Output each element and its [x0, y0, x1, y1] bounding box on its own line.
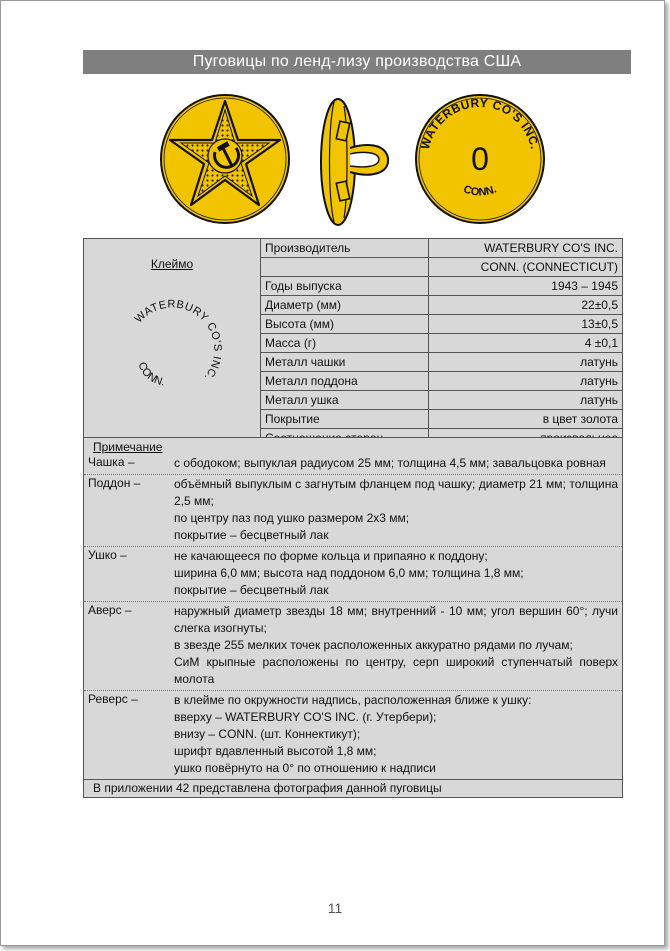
svg-text:CONN. [132, 357, 170, 393]
spec-label: Металл ушка [261, 391, 429, 410]
note-line: ушко повёрнуто на 0° по отношению к надписи [174, 761, 436, 775]
note-label: Реверс – [88, 692, 138, 706]
note-label: Чашка – [88, 455, 135, 469]
notes-section [83, 437, 623, 798]
spec-table [83, 238, 623, 448]
note-line: внизу – CONN. (шт. Коннектикут); [174, 727, 361, 741]
note-line: с ободоком; выпуклая радиусом 25 мм; толщина 4,5 мм; завальцовка ровная [174, 456, 606, 470]
note-line: покрытие – бесцветный лак [174, 583, 329, 597]
note-line: ширина 6,0 мм; высота над поддоном 6,0 мм; толщина 1,8 мм; [174, 566, 524, 580]
notes-title: Примечание [93, 440, 163, 454]
note-row [84, 601, 622, 690]
stamp-drawing [84, 271, 260, 411]
note-row [84, 546, 622, 601]
reverse-center-mark: 0 [471, 141, 489, 177]
note-line: объёмный выпуклым с загнутым фланцем под чашку; диаметр 21 мм; толщина 2,5 мм; [174, 477, 618, 508]
spec-label-empty [261, 258, 429, 277]
spec-value: в цвет золота [429, 410, 623, 429]
note-line: по центру паз под ушко размером 2х3 мм; [174, 511, 410, 525]
spec-label: Металл чашки [261, 353, 429, 372]
note-text [174, 476, 618, 544]
note-line: в клейме по окружности надпись, расположенная ближе к ушку: [174, 693, 532, 707]
note-row [84, 690, 622, 779]
spec-label: Диаметр (мм) [261, 296, 429, 315]
spec-value: 1943 – 1945 [429, 277, 623, 296]
spec-label: Масса (г) [261, 334, 429, 353]
note-line: в звезде 255 мелких точек расположенных аккуратно рядами по лучам; [174, 638, 573, 652]
spec-value: 4 ±0,1 [429, 334, 623, 353]
note-row [84, 474, 622, 546]
spec-value: WATERBURY CO'S INC. [429, 239, 623, 258]
obverse-button [161, 95, 289, 223]
spec-value: 13±0,5 [429, 315, 623, 334]
note-text [174, 692, 618, 777]
note-label: Аверс – [88, 603, 132, 617]
stamp-cell [84, 239, 261, 448]
stamp-text-top: WATERBURY CO'S INC. [132, 298, 224, 384]
spec-value: 22±0,5 [429, 296, 623, 315]
note-text [174, 548, 618, 599]
spec-label: Производитель [261, 239, 429, 258]
reverse-stamp-top: WATERBURY CO'S INC. [417, 95, 543, 151]
spec-value: латунь [429, 391, 623, 410]
spec-label: Покрытие [261, 410, 429, 429]
button-illustrations [160, 88, 555, 230]
note-text [174, 455, 618, 472]
spec-label: Металл поддона [261, 372, 429, 391]
spec-label: Высота (мм) [261, 315, 429, 334]
note-line: покрытие – бесцветный лак [174, 528, 329, 542]
note-line: СиМ крыпные расположены по центру, серп широкий ступенчатый поверх молота [174, 655, 618, 686]
side-view-button [321, 99, 388, 225]
stamp-label: Клеймо [150, 257, 194, 271]
spec-value: латунь [429, 372, 623, 391]
spec-value: латунь [429, 353, 623, 372]
stamp-text-bottom: CONN. [135, 360, 166, 389]
spec-row [84, 239, 623, 258]
page-title: Пуговицы по ленд-лизу производства США [83, 50, 631, 74]
reverse-stamp-bottom: CONN. [461, 183, 499, 199]
note-label: Ушко – [88, 548, 127, 562]
note-row [84, 454, 622, 474]
note-line: вверху – WATERBURY CO'S INC. (г. Утербери); [174, 710, 437, 724]
spec-label: Годы выпуска [261, 277, 429, 296]
note-line: наружный диаметр звезды 18 мм; внутренний - 10 мм; угол вершин 60°; лучи слегка изогнуты; [174, 604, 618, 635]
reverse-button [416, 95, 544, 223]
note-text [174, 603, 618, 688]
spec-value: CONN. (CONNECTICUT) [429, 258, 623, 277]
note-line: шрифт вдавленный высотой 1,8 мм; [174, 744, 377, 758]
note-line: не качающееся по форме кольца и припаяно к поддону; [174, 549, 488, 563]
notes-footer: В приложении 42 представлена фотография данной пуговицы [84, 779, 622, 797]
note-label: Поддон – [88, 476, 141, 490]
page-number: 11 [327, 900, 343, 916]
